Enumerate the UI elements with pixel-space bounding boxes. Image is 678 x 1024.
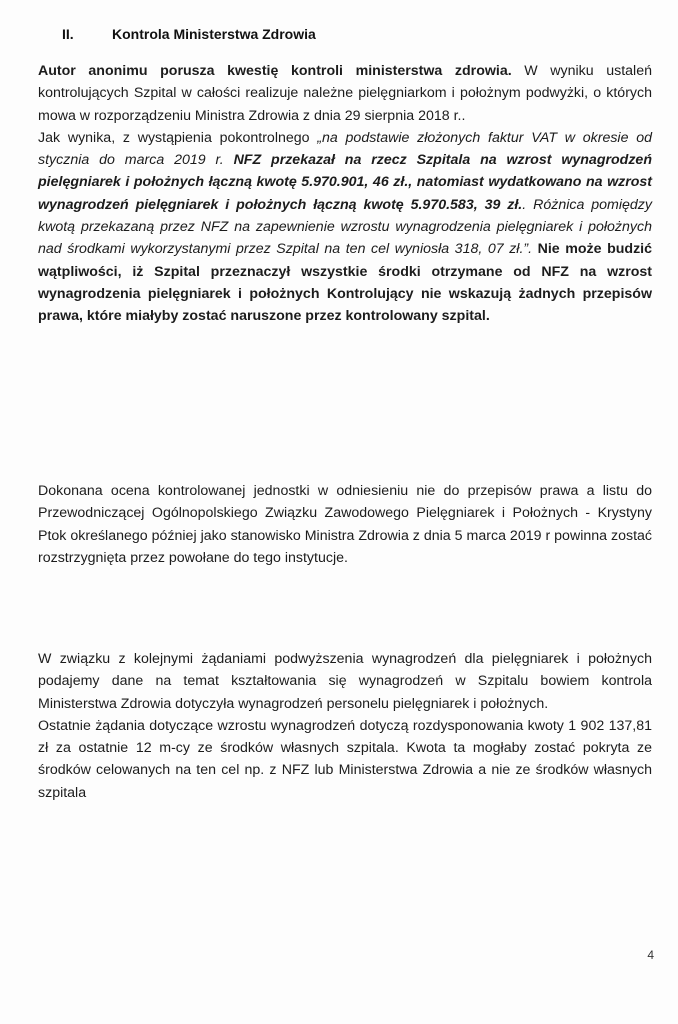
paragraph-anonymous-author [38, 60, 652, 127]
paragraph-intro: Jak wynika, z wystąpienia pokontrolnego [38, 129, 318, 146]
section-heading [62, 26, 316, 42]
quote-italic-continued: . Różnica pomiędzy kwotą przekazaną przez NFZ na zapewnienie wzrostu wynagrodzenia pielęgniarek i położnych nad środkami wykorzystanymi przez Szpital na ten cel wyniosła 318, 07 zł.”. [38, 196, 652, 258]
paragraph-wage-demands: W związku z kolejnymi żądaniami podwyższenia wynagrodzeń dla pielęgniarek i położnych podajemy dane na temat kształtowania się wynagrodzeń w Szpitalu bowiem kontrola Ministerstwa Zdrowia dotyczyła wynagrodzeń personelu pielęgniarek i położnych. [38, 651, 652, 712]
section-title: Kontrola Ministerstwa Zdrowia [112, 26, 316, 42]
quote-bold-italic: NFZ przekazał na rzecz Szpitala na wzrost wynagrodzeń pielęgniarek i położnych łączną kwotę 5.970.901, 46 zł., natomiast wydatkowano na wzrost wynagrodzeń pielęgniarek i położnych łączną kwotę 5.970.583, 39 zł. [38, 152, 652, 213]
text-block-wage-demands [38, 648, 652, 804]
text-block-control-findings [38, 60, 652, 328]
paragraph-recent-demands: Ostatnie żądania dotyczące wzrostu wynagrodzeń dotyczą rozdysponowania kwoty 1 902 137,81 zł za ostatnie 12 m-cy ze środków własnych szpitala. Kwota ta mogłaby zostać pokryta ze środków celowanych na ten cel np. z NFZ lub Ministerstwa Zdrowia a nie ze środków własnych szpitala [38, 717, 652, 801]
paragraph-lead-bold: Autor anonimu porusza kwestię kontroli ministerstwa zdrowia. [38, 63, 512, 79]
paragraph-assessment: Dokonana ocena kontrolowanej jednostki w odniesieniu nie do przepisów prawa a listu do Przewodniczącej Ogólnopolskiego Związku Zawodowego Pielęgniarek i Położnych - Krystyny Ptok określanego później jako stanowisko Ministra Zdrowia z dnia 5 marca 2019 r powinna zostać rozstrzygnięta przez powołane do tego instytucje. [38, 483, 652, 566]
page-number: 4 [647, 948, 654, 962]
quote-italic: „na podstawie złożonych faktur VAT w okresie od stycznia do marca 2019 r. [38, 129, 652, 169]
text-block-assessment [38, 480, 652, 569]
paragraph-rest: W wyniku ustaleń kontrolujących Szpital w całości realizuje należne pielęgniarkom i położnym podwyżki, o których mowa w rozporządzeniu Ministra Zdrowia z dnia 29 sierpnia 2018 r.. [38, 63, 652, 124]
section-number: II. [62, 26, 74, 42]
conclusion-bold: Nie może budzić wątpliwości, iż Szpital przeznaczył wszystkie środki otrzymane od NFZ na wzrost wynagrodzenia pielęgniarek i położnych Kontrolujący nie wskazują żadnych przepisów prawa, które miałyby zostać naruszone przez kontrolowany szpital. [38, 241, 653, 325]
paragraph-post-inspection [38, 127, 652, 328]
